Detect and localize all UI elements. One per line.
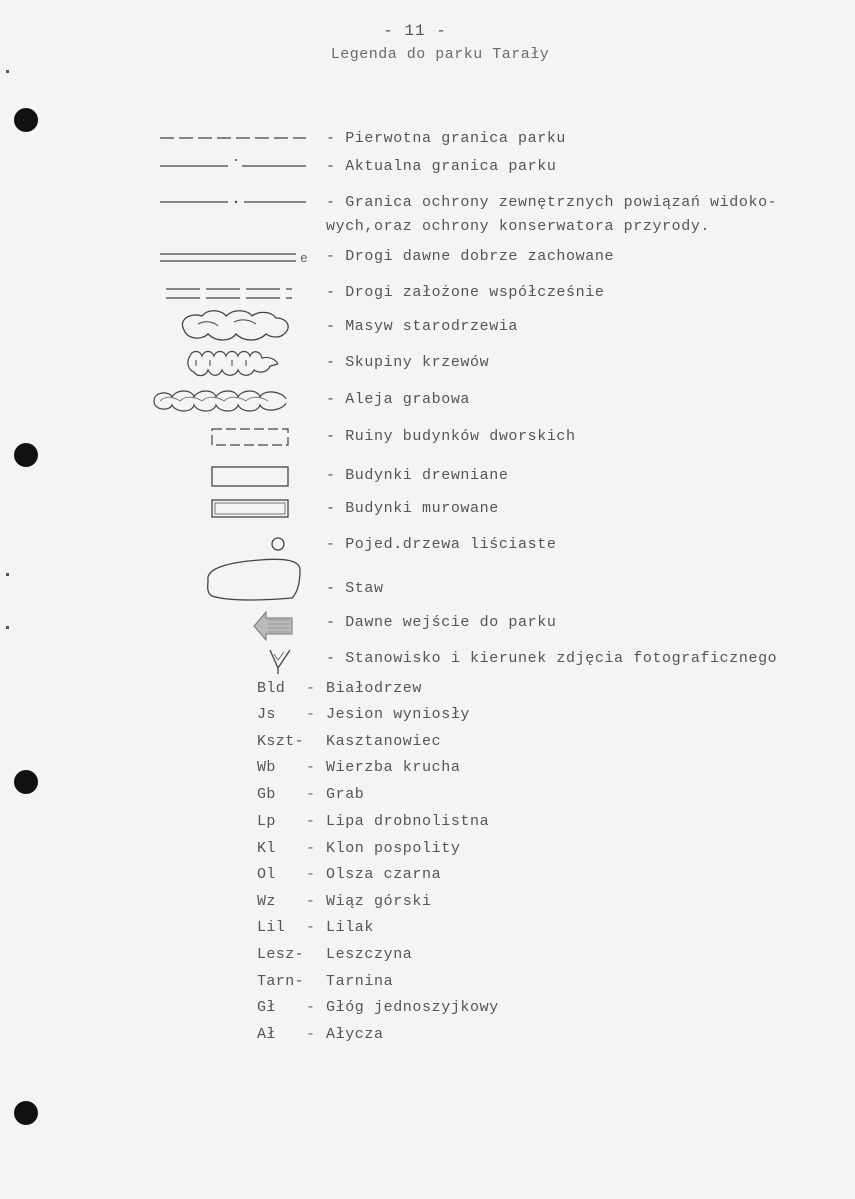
separator-dash: - xyxy=(306,893,316,910)
old-tree-stand-icon xyxy=(176,308,296,336)
species-row xyxy=(0,1022,855,1050)
species-row xyxy=(0,995,855,1023)
brick-building-icon xyxy=(210,496,292,524)
legend-row xyxy=(0,350,855,378)
species-name: Tarnina xyxy=(326,973,394,990)
separator-dash: - xyxy=(306,786,316,803)
species-abbreviation: Tarn- xyxy=(257,973,305,990)
species-name: Lipa drobnolistna xyxy=(326,813,490,830)
separator-dash: - xyxy=(306,866,316,883)
species-name: Wiąz górski xyxy=(326,893,432,910)
species-name: Klon pospolity xyxy=(326,840,461,857)
species-abbreviation: Lp xyxy=(257,813,276,830)
species-row xyxy=(0,809,855,837)
legend-row xyxy=(0,280,855,308)
species-abbreviation: Gł xyxy=(257,999,276,1016)
species-abbreviation: Gb xyxy=(257,786,276,803)
legend-row xyxy=(0,424,855,452)
separator-dash: - xyxy=(306,1026,316,1043)
old-roads-icon xyxy=(160,244,310,272)
photo-viewpoint-icon xyxy=(264,646,298,674)
wooden-building-icon xyxy=(210,463,292,491)
species-name: Wierzba krucha xyxy=(326,759,461,776)
legend-label: - Masyw starodrzewia xyxy=(326,318,519,335)
legend-row xyxy=(0,556,855,606)
legend-label: - Drogi dawne dobrze zachowane xyxy=(326,248,615,265)
page-title: Legenda do parku Tarały xyxy=(330,46,550,63)
species-name: Kasztanowiec xyxy=(326,733,442,750)
species-name: Białodrzew xyxy=(326,680,423,697)
legend-row xyxy=(0,154,855,182)
species-abbreviation: Kszt- xyxy=(257,733,305,750)
legend-row xyxy=(0,310,855,350)
separator-dash: - xyxy=(306,813,316,830)
legend-label: - Staw xyxy=(326,580,384,597)
species-name: Leszczyna xyxy=(326,946,413,963)
page-number: - 11 - xyxy=(383,22,447,40)
species-row xyxy=(0,755,855,783)
current-boundary-icon xyxy=(160,154,306,182)
species-name: Ałycza xyxy=(326,1026,384,1043)
separator-dash: - xyxy=(306,999,316,1016)
species-abbreviation: Wb xyxy=(257,759,276,776)
species-name: Lilak xyxy=(326,919,375,936)
manor-ruins-icon xyxy=(210,424,292,452)
species-row xyxy=(0,729,855,757)
species-row xyxy=(0,676,855,704)
legend-row xyxy=(0,646,855,678)
legend-label: - Ruiny budynków dworskich xyxy=(326,428,576,445)
legend-label: - Skupiny krzewów xyxy=(326,354,490,371)
legend-label: - Aleja grabowa xyxy=(326,391,471,408)
legend-label: - Drogi założone współcześnie xyxy=(326,284,605,301)
species-name: Głóg jednoszyjkowy xyxy=(326,999,499,1016)
legend-row xyxy=(0,190,855,240)
former-entrance-icon xyxy=(252,608,296,636)
margin-mark xyxy=(6,70,9,73)
legend-label: - Stanowisko i kierunek zdjęcia fotograficznego xyxy=(326,650,778,667)
species-row xyxy=(0,702,855,730)
species-name: Grab xyxy=(326,786,365,803)
legend-label: - Dawne wejście do parku xyxy=(326,614,557,631)
species-abbreviation: Ał xyxy=(257,1026,276,1043)
species-row xyxy=(0,969,855,997)
protection-boundary-icon xyxy=(160,190,306,218)
species-name: Jesion wyniosły xyxy=(326,706,471,723)
legend-row xyxy=(0,496,855,524)
legend-row xyxy=(0,608,855,644)
modern-roads-icon xyxy=(166,280,296,308)
separator-dash: - xyxy=(306,919,316,936)
legend-label: - Pierwotna granica parku xyxy=(326,130,567,147)
species-row xyxy=(0,782,855,810)
species-abbreviation: Wz xyxy=(257,893,276,910)
punch-hole-4 xyxy=(14,1101,38,1125)
separator-dash: - xyxy=(306,706,316,723)
legend-label: - Aktualna granica parku xyxy=(326,158,557,175)
original-boundary-icon xyxy=(160,126,306,154)
legend-label: - Granica ochrony zewnętrznych powiązań widoko- xyxy=(326,194,778,211)
shrub-group-icon xyxy=(186,348,296,376)
separator-dash: - xyxy=(306,759,316,776)
species-row xyxy=(0,889,855,917)
species-abbreviation: Lesz- xyxy=(257,946,305,963)
svg-text:e: e xyxy=(300,251,308,266)
legend-row xyxy=(0,387,855,415)
species-abbreviation: Kl xyxy=(257,840,276,857)
species-abbreviation: Lil xyxy=(257,919,286,936)
legend-row xyxy=(0,463,855,491)
species-row xyxy=(0,836,855,864)
legend-label: - Budynki murowane xyxy=(326,500,499,517)
species-abbreviation: Js xyxy=(257,706,276,723)
legend-label: - Pojed.drzewa liściaste xyxy=(326,536,557,553)
legend-label-continued: wych,oraz ochrony konserwatora przyrody. xyxy=(326,218,711,235)
legend-label: - Budynki drewniane xyxy=(326,467,509,484)
legend-row xyxy=(0,126,855,154)
species-row xyxy=(0,942,855,970)
pond-icon xyxy=(200,556,310,584)
species-abbreviation: Bld xyxy=(257,680,286,697)
hornbeam-alley-icon xyxy=(150,385,300,413)
separator-dash: - xyxy=(306,840,316,857)
species-row xyxy=(0,862,855,890)
species-name: Olsza czarna xyxy=(326,866,442,883)
species-abbreviation: Ol xyxy=(257,866,276,883)
species-row xyxy=(0,915,855,943)
separator-dash: - xyxy=(306,680,316,697)
legend-row xyxy=(0,244,855,272)
